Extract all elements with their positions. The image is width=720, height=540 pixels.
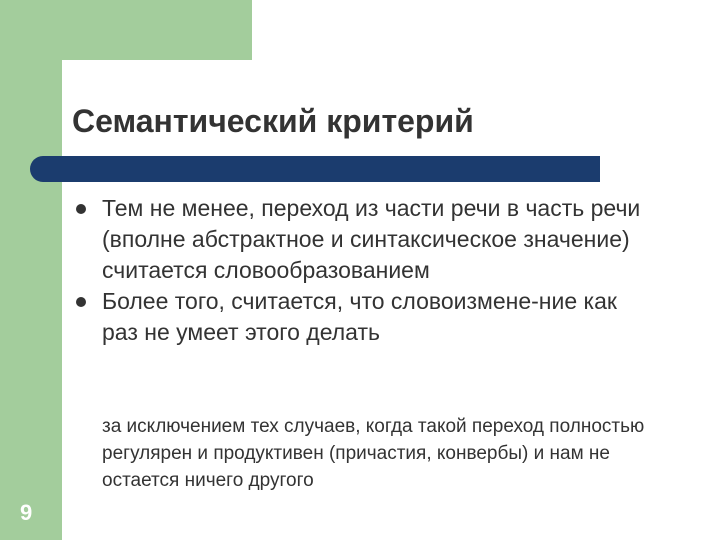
left-green-band	[0, 0, 62, 540]
bullet-text: Более того, считается, что словоизмене-ние как раз не умеет этого делать	[102, 288, 617, 345]
sub-note: за исключением тех случаев, когда такой переход полностью регулярен и продуктивен (причастия, конвербы) и нам не остается ничего другого	[102, 416, 645, 491]
bullet-item	[72, 193, 652, 286]
bullet-dot-icon	[76, 297, 86, 307]
page-number: 9	[20, 500, 33, 525]
top-green-band	[62, 0, 252, 60]
corner-curve	[62, 60, 102, 100]
bullet-dot-icon	[76, 204, 86, 214]
title-underline-bar	[30, 156, 600, 182]
bullet-list	[72, 193, 652, 348]
slide-title: Семантический критерий	[72, 103, 474, 139]
bullet-item	[72, 286, 652, 348]
bullet-text: Тем не менее, переход из части речи в часть речи (вполне абстрактное и синтаксическое значение) считается словообразованием	[102, 195, 641, 283]
